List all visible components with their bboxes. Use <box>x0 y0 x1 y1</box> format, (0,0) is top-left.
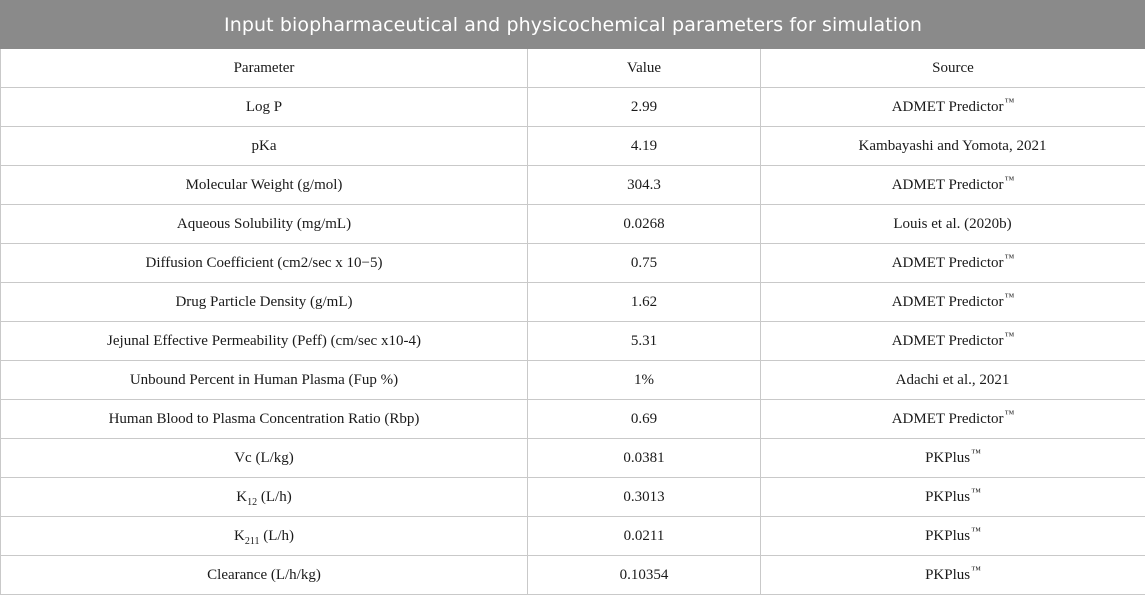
cell-value: 0.75 <box>528 244 761 283</box>
cell-parameter: Unbound Percent in Human Plasma (Fup %) <box>1 361 528 400</box>
table-row <box>1 283 1145 322</box>
source-text: Adachi et al., 2021 <box>896 372 1010 388</box>
param-symbol: K <box>236 489 247 505</box>
trademark-mark: ™ <box>971 526 981 537</box>
param-subscript: 12 <box>247 497 257 508</box>
cell-source <box>761 322 1145 361</box>
cell-source <box>761 166 1145 205</box>
cell-parameter <box>1 478 528 517</box>
trademark-mark: ™ <box>1004 253 1014 264</box>
source-text: Kambayashi and Yomota, 2021 <box>859 138 1047 154</box>
cell-parameter: Vc (L/kg) <box>1 439 528 478</box>
cell-parameter: pKa <box>1 127 528 166</box>
column-header-parameter: Parameter <box>1 49 528 88</box>
cell-parameter: Jejunal Effective Permeability (Peff) (cm/sec x10-4) <box>1 322 528 361</box>
table-row <box>1 88 1145 127</box>
trademark-mark: ™ <box>1004 292 1014 303</box>
param-subscript: 211 <box>245 536 260 547</box>
cell-value: 0.0268 <box>528 205 761 244</box>
cell-source <box>761 400 1145 439</box>
cell-parameter: Human Blood to Plasma Concentration Ratio (Rbp) <box>1 400 528 439</box>
cell-parameter: Diffusion Coefficient (cm2/sec x 10−5) <box>1 244 528 283</box>
cell-value: 0.0381 <box>528 439 761 478</box>
cell-source <box>761 556 1145 595</box>
cell-value: 0.3013 <box>528 478 761 517</box>
cell-source <box>761 361 1145 400</box>
column-header-value: Value <box>528 49 761 88</box>
cell-value: 0.0211 <box>528 517 761 556</box>
source-text: ADMET Predictor <box>892 411 1004 427</box>
trademark-mark: ™ <box>971 448 981 459</box>
trademark-mark: ™ <box>1004 331 1014 342</box>
cell-parameter <box>1 517 528 556</box>
trademark-mark: ™ <box>971 565 981 576</box>
source-text: ADMET Predictor <box>892 177 1004 193</box>
cell-value: 0.69 <box>528 400 761 439</box>
table-header-row <box>1 49 1145 88</box>
table-row <box>1 205 1145 244</box>
param-unit: (L/h) <box>257 489 292 505</box>
table-row <box>1 517 1145 556</box>
source-text: ADMET Predictor <box>892 99 1004 115</box>
cell-source <box>761 517 1145 556</box>
cell-parameter: Molecular Weight (g/mol) <box>1 166 528 205</box>
table-row <box>1 166 1145 205</box>
trademark-mark: ™ <box>1004 175 1014 186</box>
param-symbol: K <box>234 528 245 544</box>
cell-source <box>761 244 1145 283</box>
cell-source <box>761 127 1145 166</box>
source-text: ADMET Predictor <box>892 294 1004 310</box>
table-row <box>1 361 1145 400</box>
cell-parameter: Aqueous Solubility (mg/mL) <box>1 205 528 244</box>
source-text: ADMET Predictor <box>892 333 1004 349</box>
cell-source <box>761 439 1145 478</box>
trademark-mark: ™ <box>1004 97 1014 108</box>
cell-source <box>761 283 1145 322</box>
table-title-row <box>1 1 1145 49</box>
cell-source <box>761 88 1145 127</box>
source-text: PKPlus <box>925 489 970 505</box>
cell-parameter: Drug Particle Density (g/mL) <box>1 283 528 322</box>
table-row <box>1 400 1145 439</box>
table-row <box>1 556 1145 595</box>
table-row <box>1 322 1145 361</box>
table-row <box>1 244 1145 283</box>
source-text: PKPlus <box>925 528 970 544</box>
cell-value: 5.31 <box>528 322 761 361</box>
table-row <box>1 439 1145 478</box>
cell-value: 2.99 <box>528 88 761 127</box>
trademark-mark: ™ <box>971 487 981 498</box>
param-unit: (L/h) <box>259 528 294 544</box>
column-header-source: Source <box>761 49 1145 88</box>
source-text: Louis et al. (2020b) <box>893 216 1011 232</box>
cell-source <box>761 478 1145 517</box>
cell-source <box>761 205 1145 244</box>
cell-value: 304.3 <box>528 166 761 205</box>
source-text: ADMET Predictor <box>892 255 1004 271</box>
cell-value: 1% <box>528 361 761 400</box>
cell-value: 1.62 <box>528 283 761 322</box>
table-row <box>1 478 1145 517</box>
trademark-mark: ™ <box>1004 409 1014 420</box>
cell-parameter: Log P <box>1 88 528 127</box>
cell-value: 4.19 <box>528 127 761 166</box>
source-text: PKPlus <box>925 450 970 466</box>
table-title: Input biopharmaceutical and physicochemical parameters for simulation <box>1 1 1145 49</box>
table-row <box>1 127 1145 166</box>
cell-parameter: Clearance (L/h/kg) <box>1 556 528 595</box>
source-text: PKPlus <box>925 567 970 583</box>
cell-value: 0.10354 <box>528 556 761 595</box>
